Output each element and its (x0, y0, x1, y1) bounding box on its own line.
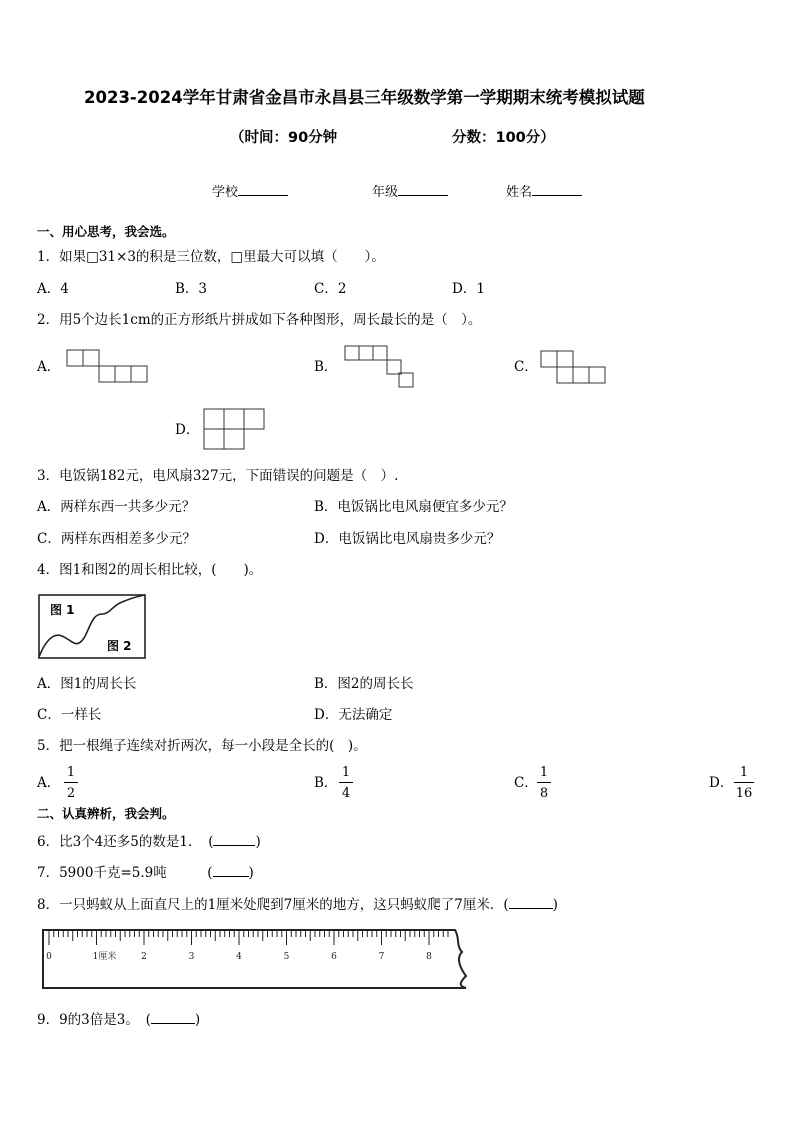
q6-text: 6．比3个4还多5的数是1． ( (37, 834, 214, 850)
q9-close: ) (194, 1012, 201, 1028)
q5-c-denominator: 8 (539, 786, 549, 801)
school-blank[interactable] (238, 183, 288, 196)
q2-option-c[interactable]: C． (514, 359, 538, 375)
ruler-label: 8 (426, 952, 432, 962)
q7-answer-blank[interactable] (213, 864, 249, 877)
q6-answer-blank[interactable] (213, 833, 255, 846)
q4-option-a[interactable]: A．图1的周长长 (37, 676, 137, 692)
q4-option-b[interactable]: B．图2的周长长 (314, 676, 414, 692)
q3-option-d[interactable]: D．电饭锅比电风扇贵多少元？ (314, 531, 501, 547)
q5-b-denominator: 4 (341, 786, 351, 801)
q5-d-numerator: 1 (739, 765, 749, 780)
q5-option-b-fraction (339, 766, 353, 800)
q1-option-c[interactable]: C．2 (314, 281, 347, 297)
q5-d-denominator: 16 (735, 786, 753, 801)
ruler-label: 6 (331, 952, 337, 962)
q5-option-d-fraction (734, 766, 754, 800)
grade-label: 年级 (372, 185, 399, 200)
grade-field (372, 183, 448, 199)
q5-option-d-label[interactable]: D． (709, 775, 734, 791)
q7-text: 7．5900千克=5.9吨 ( (37, 865, 213, 881)
question-7 (37, 864, 254, 881)
ruler-label: 5 (283, 952, 290, 962)
ruler-label: 7 (378, 952, 385, 962)
q1-option-a[interactable]: A．4 (37, 281, 69, 297)
q2-shape-d (203, 408, 269, 452)
q5-c-numerator: 1 (539, 765, 549, 780)
q1-option-b[interactable]: B．3 (175, 281, 208, 297)
q1-option-d[interactable]: D．1 (452, 281, 485, 297)
q4-fig1-label: 图 1 (50, 603, 75, 617)
q7-close: ) (248, 865, 254, 881)
q9-answer-blank[interactable] (151, 1011, 195, 1024)
q3-option-b[interactable]: B．电饭锅比电风扇便宜多少元？ (314, 499, 513, 515)
q4-fig2-label: 图 2 (107, 639, 132, 653)
ruler-label: 3 (188, 952, 195, 962)
exam-title: 2023-2024学年甘肃省金昌市永昌县三年级数学第一学期期末统考模拟试题 (84, 88, 645, 107)
q5-a-numerator: 1 (66, 765, 76, 780)
q5-option-a-label[interactable]: A． (37, 775, 61, 791)
q8-close: ) (552, 897, 558, 913)
ruler-label: 2 (141, 952, 147, 962)
q9-text: 9．9的3倍是3。 ( (37, 1012, 151, 1028)
q2-option-b[interactable]: B． (314, 359, 338, 375)
name-label: 姓名 (506, 185, 533, 200)
q5-b-numerator: 1 (341, 765, 351, 780)
name-field (506, 183, 582, 199)
q2-option-a[interactable]: A． (37, 359, 61, 375)
grade-blank[interactable] (398, 183, 448, 196)
q4-option-d[interactable]: D．无法确定 (314, 707, 393, 723)
ruler-label: 1厘米 (92, 952, 117, 962)
q2-shape-c (540, 350, 610, 386)
exam-score: 分数：100分） (452, 130, 555, 146)
q3-option-a[interactable]: A．两样东西一共多少元？ (37, 499, 196, 515)
q3-option-c[interactable]: C．两样东西相差多少元？ (37, 531, 196, 547)
question-3: 3．电饭锅182元，电风扇327元，下面错误的问题是（ ）. (37, 468, 399, 484)
q5-a-denominator: 2 (66, 786, 76, 801)
school-field (212, 183, 288, 199)
q2-shape-b (344, 345, 416, 389)
question-4: 4．图1和图2的周长相比较，( )。 (37, 562, 263, 578)
exam-time: （时间：90分钟 (230, 130, 338, 146)
q5-option-c-label[interactable]: C． (514, 775, 538, 791)
ruler-label: 4 (236, 952, 242, 962)
question-8 (37, 896, 558, 913)
q5-option-a-fraction (64, 766, 78, 800)
ruler-figure (42, 928, 472, 990)
section2-title: 二、认真辨析，我会判。 (37, 806, 175, 821)
q8-text: 8．一只蚂蚁从上面直尺上的1厘米处爬到7厘米的地方，这只蚂蚁爬了7厘米．( (37, 897, 509, 913)
question-1: 1．如果□31×3的积是三位数，□里最大可以填（ ）。 (37, 249, 385, 265)
q4-option-c[interactable]: C．一样长 (37, 707, 102, 723)
q2-option-d[interactable]: D． (175, 422, 200, 438)
q2-shape-a (66, 349, 150, 383)
question-5: 5．把一根绳子连续对折两次，每一小段是全长的( )。 (37, 738, 367, 754)
q5-option-c-fraction (537, 766, 551, 800)
question-9 (37, 1011, 200, 1028)
q6-close: ) (255, 834, 261, 850)
ruler-label: 0 (46, 952, 52, 962)
school-label: 学校 (212, 185, 239, 200)
name-blank[interactable] (532, 183, 582, 196)
question-6 (37, 833, 261, 850)
question-2: 2．用5个边长1cm的正方形纸片拼成如下各种图形，周长最长的是（ ）。 (37, 312, 482, 328)
section1-title: 一、用心思考，我会选。 (37, 224, 175, 239)
q8-answer-blank[interactable] (509, 896, 553, 909)
q5-option-b-label[interactable]: B． (314, 775, 338, 791)
